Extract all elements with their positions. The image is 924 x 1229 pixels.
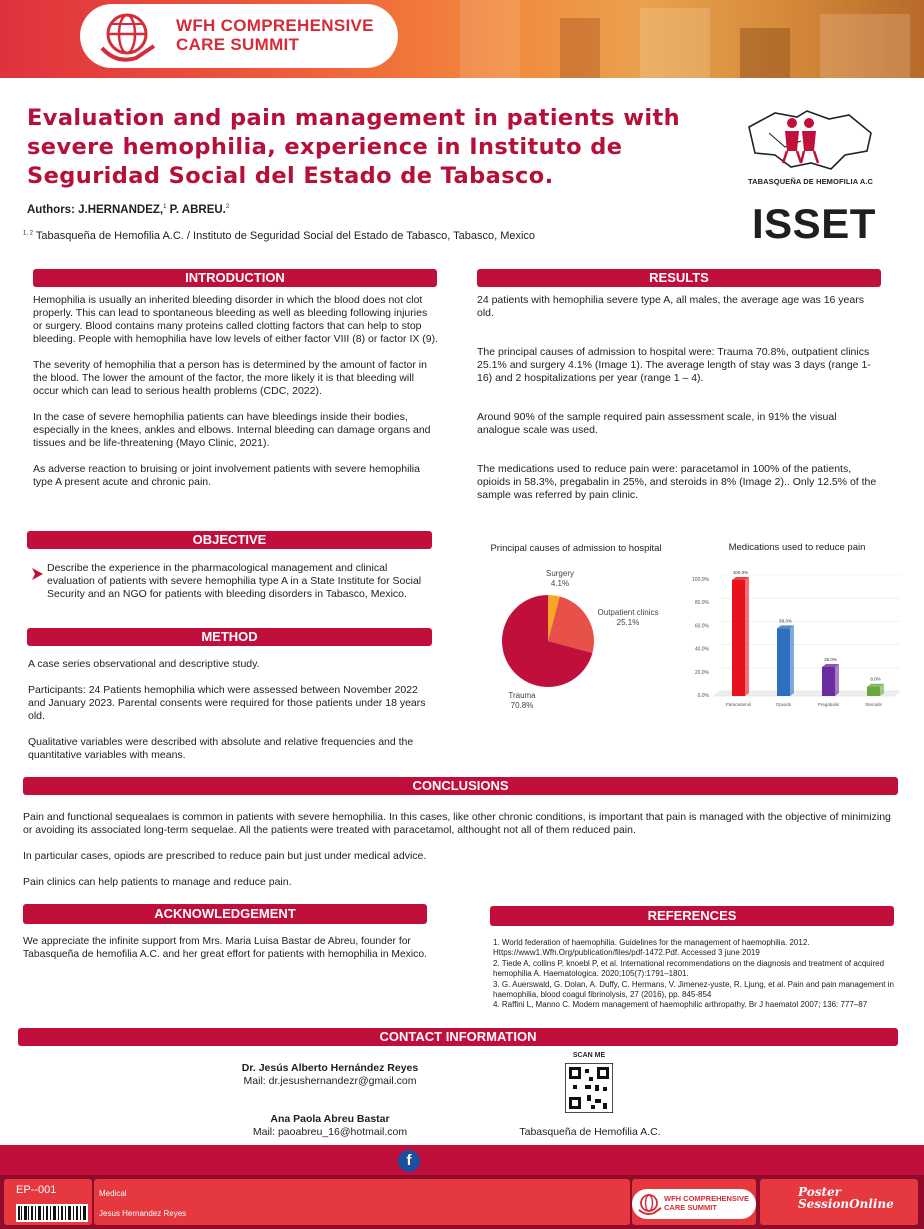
- acknowledgement-text: We appreciate the infinite support from Mrs. Maria Luisa Bastar de Abreu, founder for Tabasqueña de hemofilia A.C. and her great effort for patients with hemophilia in Mexico.: [23, 936, 427, 960]
- footer-band: [0, 1145, 924, 1175]
- y-tick-label: 80.0%: [694, 600, 709, 607]
- contact-heading: CONTACT INFORMATION: [18, 1028, 898, 1046]
- contact-name: Dr. Jesús Alberto Hernández Reyes: [241, 1062, 419, 1074]
- bar-paracetamol: [732, 580, 745, 696]
- contact-mail[interactable]: Mail: dr.jesushernandezr@gmail.com: [243, 1075, 417, 1087]
- affiliation-text: Tabasqueña de Hemofilia A.C. / Instituto de Seguridad Social del Estado de Tabasco, Tabasco, Mexico: [33, 230, 536, 242]
- y-tick-label: 0.0%: [697, 693, 709, 699]
- y-tick-label: 100.0%: [692, 577, 709, 583]
- author-2-sup: 2: [225, 204, 230, 211]
- brand-line1: Poster: [798, 1185, 841, 1199]
- logo-line1: WFH COMPREHENSIVE: [176, 16, 374, 35]
- reference-item: 3. G. Auerswald, G. Dolan, A. Duffy, C. Hermans, V. Jimenez-yuste, R. Ljung, et al. Pain and pain management in haemophilia, blood coagul fibrinolysis, 27 (2016), pp. 845-854: [493, 979, 894, 1000]
- reference-item: 2. Tiede A, collins P, knoebl P, et al. International recommendations on the diagnosis and treatment of acquired hemophilia A. Haematologica. 2020;105(7):1791–1801.: [493, 958, 885, 979]
- x-tick-label: Steroids: [865, 702, 882, 707]
- author-1-sup: 1: [163, 204, 167, 211]
- method-body: [28, 658, 432, 775]
- objective-heading: OBJECTIVE: [27, 531, 432, 549]
- bar-side: [790, 625, 794, 696]
- affiliation-sup: 1, 2: [23, 230, 34, 237]
- tabasquena-map-logo: [745, 103, 875, 173]
- footer-logo-line1: WFH COMPREHENSIVE: [664, 1194, 750, 1203]
- wfh-logo-text: [176, 16, 374, 54]
- brand-line2: SessionOnline: [798, 1197, 894, 1211]
- footer-category: Medical: [99, 1189, 127, 1198]
- results-paragraph: 24 patients with hemophilia severe type A, all males, the average age was 16 years old.: [477, 294, 864, 319]
- footer-logo-line2: CARE SUMMIT: [664, 1203, 717, 1212]
- poster-session-online-logo: [798, 1186, 894, 1210]
- conclusions-paragraph: Pain and functional sequealaes is common in patients with severe hemophilia. In this cases, like other chronic conditions, is important that pain is managed with the objective of minimizing or avoiding its associated long-term sequelae. All the patients were treated with paracetamol, althought not all of them reduced pain.: [23, 811, 891, 836]
- isset-logo: ISSET: [752, 200, 876, 247]
- y-tick-label: 20.0%: [694, 669, 709, 676]
- footer-info-box: [94, 1179, 630, 1225]
- results-body: [477, 294, 881, 515]
- references-heading: REFERENCES: [490, 906, 894, 926]
- qr-code-icon[interactable]: [565, 1063, 613, 1113]
- barcode-icon: [16, 1204, 88, 1222]
- conclusions-paragraph: Pain clinics can help patients to manage and reduce pain.: [23, 876, 292, 888]
- bar-data-label: 58.3%: [779, 618, 792, 624]
- poster-title: Evaluation and pain management in patients with severe hemophilia, experience in Instituto de Seguridad Social del Estado de Tabasco.: [27, 105, 681, 189]
- objective-text: Describe the experience in the pharmacological management and clinical evaluation of patients with severe hemophilia type A in a State Institute for Social Security and an NGO for patients with bleeding disorders in Tabasco, Mexico.: [47, 562, 422, 600]
- x-tick-label: Pregabalin: [817, 702, 840, 707]
- introduction-paragraph: Hemophilia is usually an inherited bleeding disorder in which the blood does not clot properly. This can lead to spontaneous bleeding as well as bleeding following injuries or surgery. Blood contains many proteins called clotting factors that can help to stop bleeding. People with hemophilia have low levels of either factor VIII (8) or factor IX (9).: [33, 294, 439, 345]
- pie-slices: [502, 595, 594, 687]
- x-tick-label: Opioids: [775, 702, 792, 707]
- bar-data-label: 25.0%: [824, 657, 837, 662]
- logo-line2: CARE SUMMIT: [176, 35, 300, 54]
- results-heading: RESULTS: [477, 269, 881, 287]
- results-paragraph: Around 90% of the sample required pain assessment scale, in 91% the visual analogue scale was used.: [477, 411, 837, 436]
- pie-label-outpatient: [598, 608, 659, 627]
- x-tick-label: Paracetamol: [725, 702, 752, 707]
- method-paragraph: Participants: 24 Patients hemophilia which were assessed between November 2022 and January 2023. Parental consents were required for those patients under 18 years old.: [28, 684, 426, 722]
- pie-label-value: 25.1%: [616, 618, 640, 627]
- reference-item: 1. World federation of haemophilia. Guidelines for the management of haemophilia. 2012. Https://www1.Wfh.Org/publication/files/pdf-1472.Pdf. Accessed 3 june 2019: [493, 938, 810, 958]
- affiliation: [23, 230, 535, 242]
- scan-me-label: SCAN ME: [572, 1052, 606, 1059]
- y-tick-label: 40.0%: [694, 646, 709, 653]
- authors-line: [27, 204, 229, 216]
- pie-label-surgery: [546, 569, 574, 588]
- pie-label-value: 70.8%: [510, 701, 534, 710]
- medications-bar-chart: [684, 538, 912, 716]
- reference-item: 4. Raffini L, Manno C. Modern management of haemophilic arthropathy. Br J haematol 2007; 136: 777–87: [493, 1000, 868, 1010]
- bar-opioids: [777, 628, 790, 696]
- introduction-body: [33, 294, 439, 502]
- bar-chart-grid: [692, 575, 900, 699]
- wfh-globe-small-icon: [636, 1192, 662, 1216]
- bar-data-label: 8.0%: [870, 676, 881, 682]
- conclusions-paragraph: In particular cases, opiods are prescribed to reduce pain but just under medical advice.: [23, 850, 427, 862]
- method-heading: METHOD: [27, 628, 432, 646]
- pie-label-trauma: [508, 691, 536, 710]
- method-paragraph: A case series observational and descriptive study.: [28, 658, 260, 670]
- tabasquena-logo-text: TABASQUEÑA DE HEMOFILIA A.C: [748, 177, 874, 186]
- bar-pregabalin: [822, 667, 835, 696]
- author-2: P. ABREU.: [166, 204, 226, 216]
- conclusions-heading: CONCLUSIONS: [23, 777, 898, 795]
- footer-wfh-text: [664, 1194, 749, 1212]
- bar-side: [745, 577, 749, 696]
- admission-causes-pie-chart: [470, 538, 680, 718]
- conclusions-body: [23, 811, 898, 902]
- pie-chart-title: Principal causes of admission to hospital: [490, 543, 662, 554]
- pie-label-value: 4.1%: [550, 579, 570, 588]
- results-paragraph: The medications used to reduce pain were: paracetamol in 100% of the patients, opioids in 58.3%, pregabalin in 25%, and steroids in 8% (Image 2).. Only 12.5% of the sample was referred by pain clinic.: [477, 463, 877, 501]
- acknowledgement-heading: ACKNOWLEDGEMENT: [23, 904, 427, 924]
- bar-steroids: [867, 687, 880, 696]
- poster-code: EP--001: [16, 1184, 57, 1196]
- author-1: J.HERNANDEZ,: [78, 204, 164, 216]
- introduction-heading: INTRODUCTION: [33, 269, 437, 287]
- y-tick-label: 60.0%: [694, 623, 709, 630]
- contact-name: Ana Paola Abreu Bastar: [270, 1113, 390, 1125]
- authors-prefix: Authors:: [27, 204, 79, 216]
- bar-chart-bars: [726, 570, 884, 707]
- bar-side: [835, 664, 839, 696]
- pie-label-name: Outpatient clinics: [597, 608, 659, 617]
- introduction-paragraph: In the case of severe hemophilia patients can have bleedings inside their bodies, especially in the knees, ankles and elbows. Internal bleeding can damage organs and tissues and be life-threatening (Mayo Clinic, 2021).: [33, 411, 431, 449]
- qr-caption: Tabasqueña de Hemofilia A.C.: [519, 1126, 661, 1138]
- contact-person-1: [160, 1062, 500, 1088]
- results-paragraph: The principal causes of admission to hospital were: Trauma 70.8%, outpatient clinics 25.1% and surgery 4.1% (Image 1). The average length of stay was 3 days (range 1-16) and 2 hospitalizations per year (range 1 – 4).: [477, 346, 871, 384]
- footer-presenter: Jesus Hernandez Reyes: [99, 1209, 187, 1218]
- contact-mail[interactable]: Mail: paoabreu_16@hotmail.com: [252, 1126, 408, 1138]
- introduction-paragraph: The severity of hemophilia that a person has is determined by the amount of factor in the blood. The lower the amount of the factor, the more likely it is that bleeding will occur which can lead to serious health problems (CDC, 2022).: [33, 359, 427, 397]
- facebook-icon[interactable]: f: [398, 1150, 420, 1172]
- chevron-right-icon: [30, 567, 44, 581]
- references-list: [493, 938, 895, 1011]
- introduction-paragraph: As adverse reaction to bruising or joint involvement patients with severe hemophilia type A present acute and chronic pain.: [33, 463, 420, 488]
- wfh-globe-hand-icon: [96, 8, 158, 66]
- contact-person-2: [160, 1113, 500, 1139]
- pie-label-name: Trauma: [508, 691, 536, 700]
- bar-chart-title: Medications used to reduce pain: [728, 542, 866, 553]
- bar-data-label: 100.0%: [732, 570, 749, 575]
- method-paragraph: Qualitative variables were described with absolute and relative frequencies and the quantitative variables with means.: [28, 736, 414, 761]
- pie-label-name: Surgery: [545, 569, 575, 578]
